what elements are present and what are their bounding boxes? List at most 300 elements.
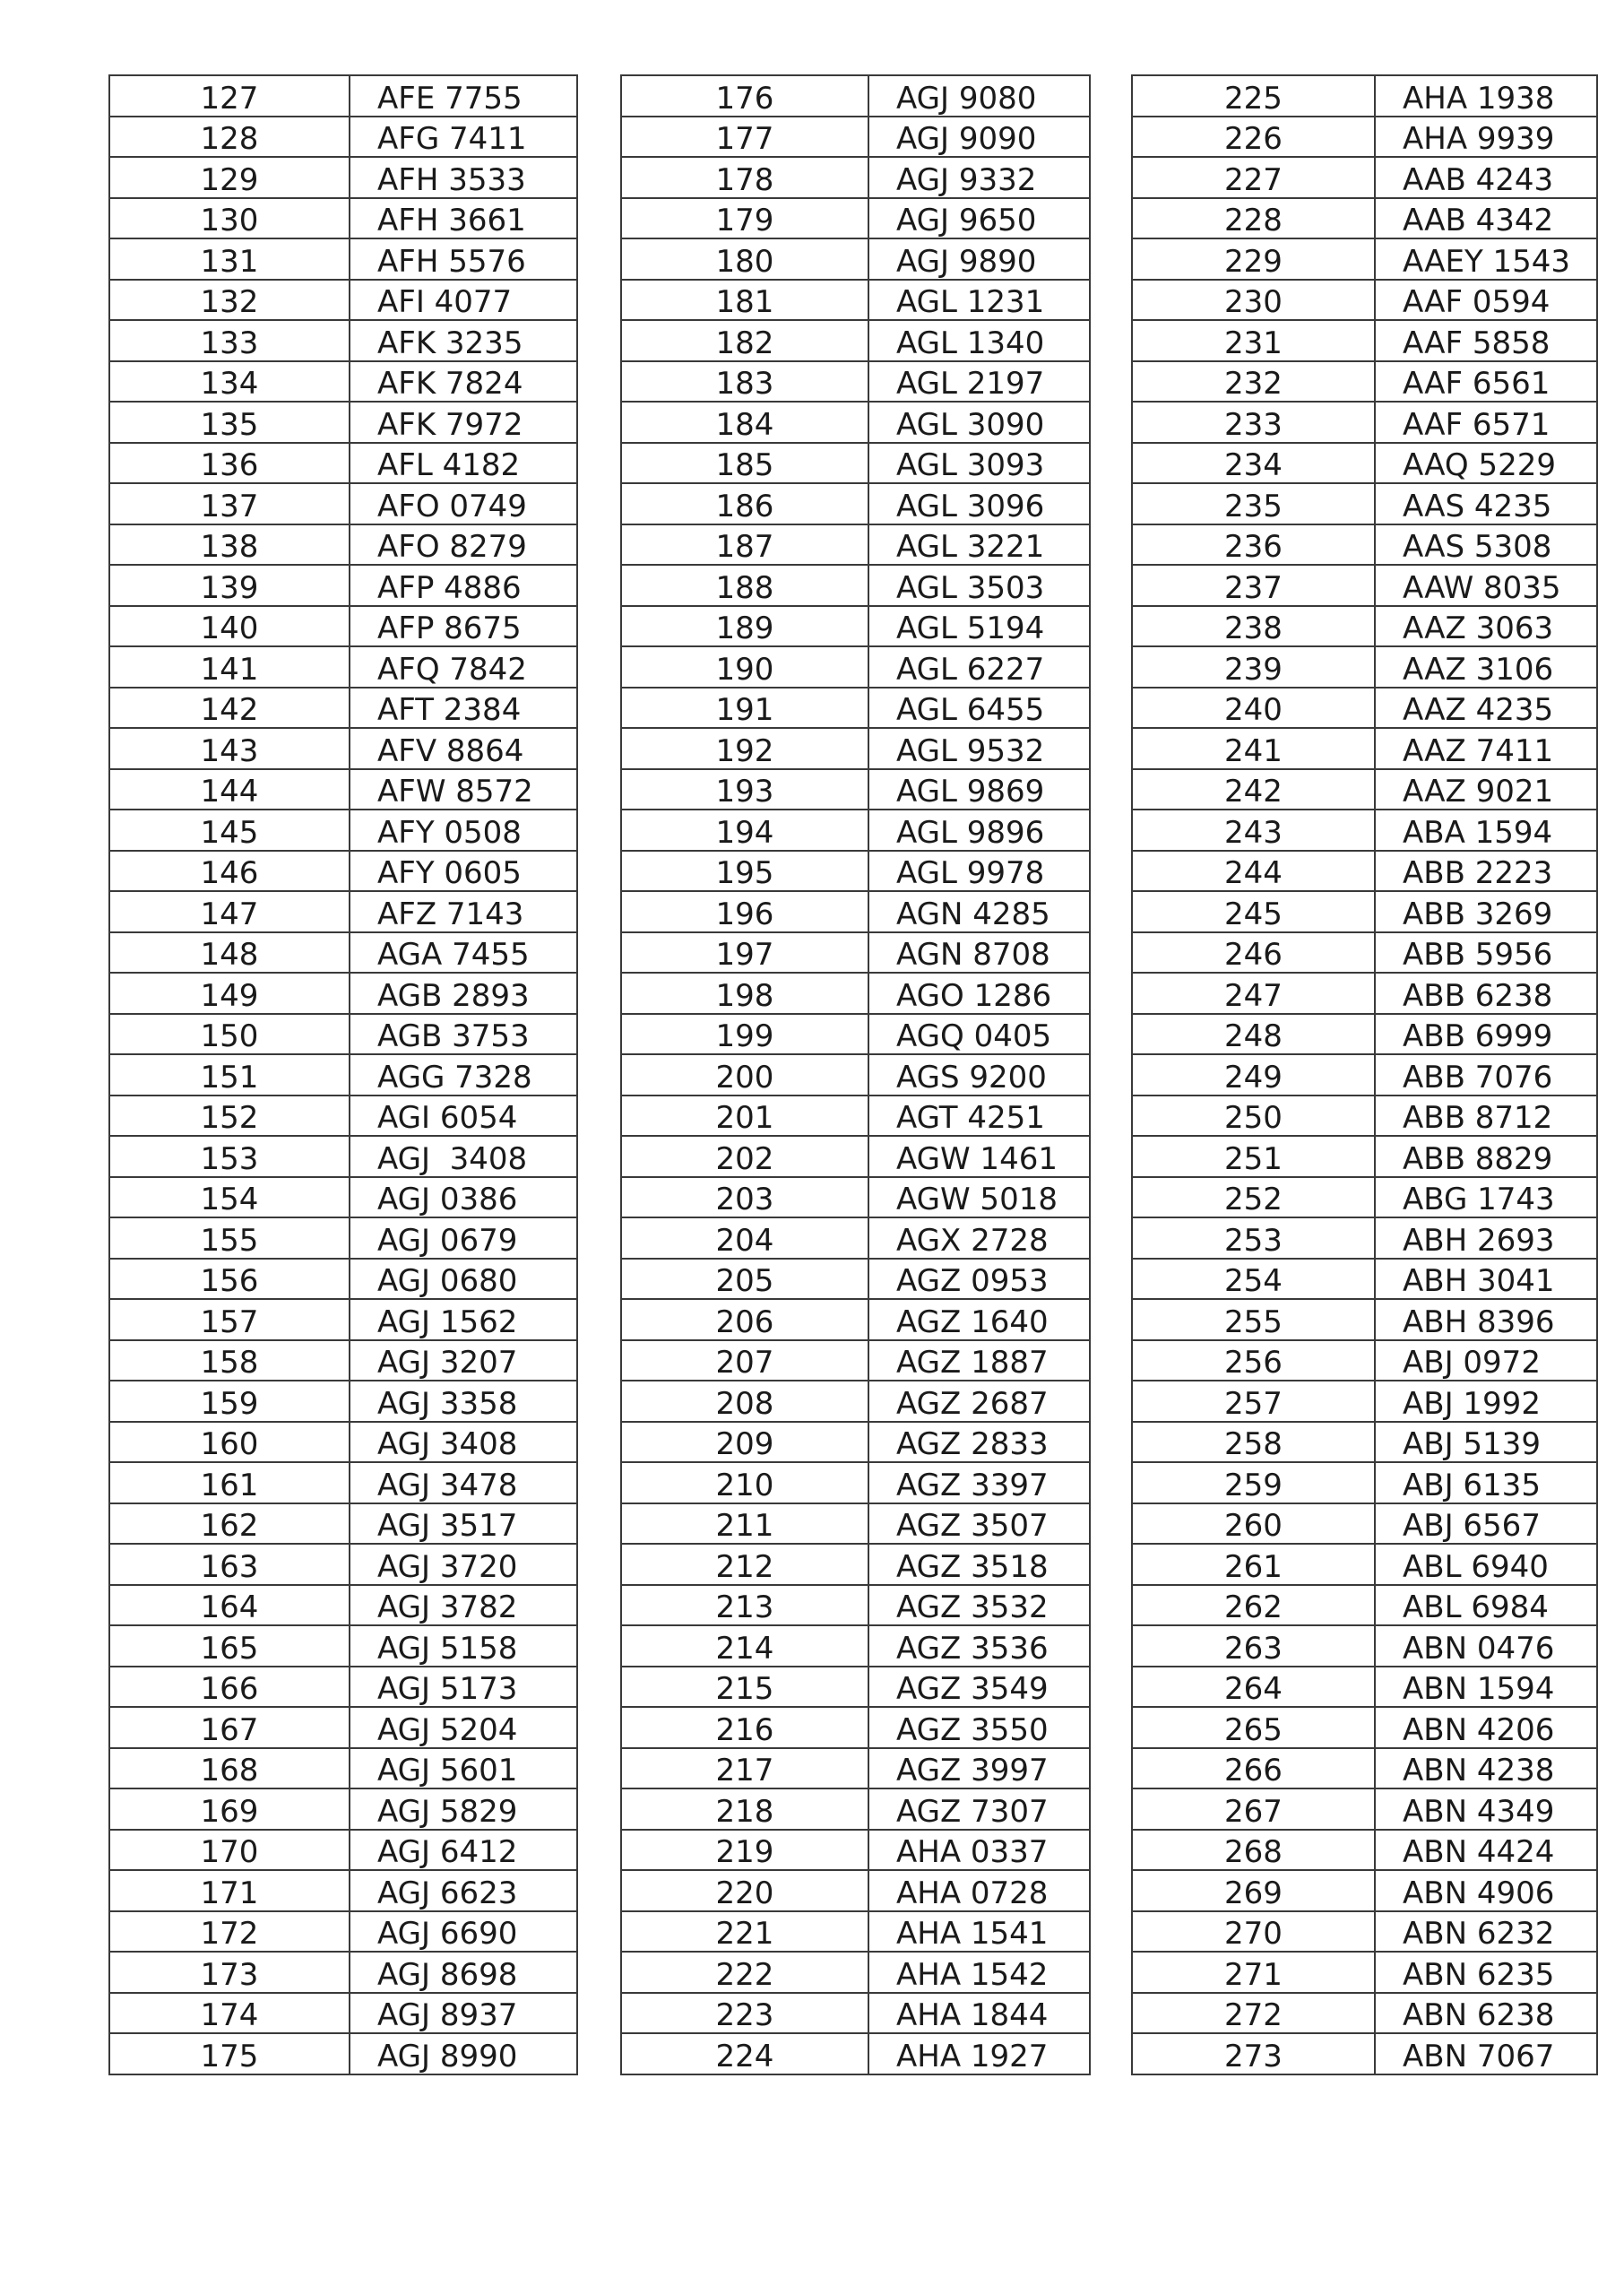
table-row bbox=[1132, 1177, 1597, 1218]
registration-code: AGJ 3720 bbox=[350, 1544, 577, 1585]
registration-code: AGJ 5204 bbox=[350, 1707, 577, 1748]
table-row bbox=[1132, 1585, 1597, 1626]
table-row bbox=[109, 1299, 577, 1340]
row-number: 168 bbox=[109, 1748, 350, 1789]
row-number: 162 bbox=[109, 1503, 350, 1545]
table-row bbox=[621, 891, 1090, 932]
row-number: 158 bbox=[109, 1340, 350, 1381]
table-row bbox=[621, 932, 1090, 974]
row-number: 270 bbox=[1132, 1911, 1375, 1953]
registration-code: AGG 7328 bbox=[350, 1054, 577, 1096]
table-row bbox=[1132, 238, 1597, 280]
row-number: 261 bbox=[1132, 1544, 1375, 1585]
row-number: 222 bbox=[621, 1952, 868, 1993]
table-row bbox=[621, 443, 1090, 484]
row-number: 207 bbox=[621, 1340, 868, 1381]
registration-code: ABJ 0972 bbox=[1375, 1340, 1597, 1381]
row-number: 248 bbox=[1132, 1014, 1375, 1055]
table-row bbox=[109, 280, 577, 321]
registration-code: AGL 2197 bbox=[868, 361, 1090, 403]
row-number: 202 bbox=[621, 1136, 868, 1177]
registration-code: ABN 6238 bbox=[1375, 1993, 1597, 2034]
registration-code: ABN 4206 bbox=[1375, 1707, 1597, 1748]
registration-table-2 bbox=[620, 74, 1091, 2075]
row-number: 239 bbox=[1132, 646, 1375, 688]
row-number: 206 bbox=[621, 1299, 868, 1340]
table-row bbox=[1132, 932, 1597, 974]
row-number: 241 bbox=[1132, 728, 1375, 769]
row-number: 187 bbox=[621, 524, 868, 566]
registration-code: ABB 6238 bbox=[1375, 973, 1597, 1014]
registration-code: AFH 3533 bbox=[350, 157, 577, 198]
table-row bbox=[109, 932, 577, 974]
row-number: 152 bbox=[109, 1096, 350, 1137]
table-row bbox=[621, 1381, 1090, 1422]
row-number: 149 bbox=[109, 973, 350, 1014]
registration-code: AGJ 3408 bbox=[350, 1136, 577, 1177]
row-number: 196 bbox=[621, 891, 868, 932]
row-number: 203 bbox=[621, 1177, 868, 1218]
table-row bbox=[1132, 646, 1597, 688]
table-row bbox=[621, 1870, 1090, 1911]
row-number: 165 bbox=[109, 1625, 350, 1667]
registration-code: AGJ 3358 bbox=[350, 1381, 577, 1422]
table-row bbox=[109, 1585, 577, 1626]
row-number: 195 bbox=[621, 851, 868, 892]
table-row bbox=[1132, 443, 1597, 484]
row-number: 246 bbox=[1132, 932, 1375, 974]
row-number: 150 bbox=[109, 1014, 350, 1055]
registration-code: AGX 2728 bbox=[868, 1217, 1090, 1259]
registration-code: AGZ 3532 bbox=[868, 1585, 1090, 1626]
registration-code: ABJ 1992 bbox=[1375, 1381, 1597, 1422]
table-row bbox=[109, 198, 577, 239]
row-number: 272 bbox=[1132, 1993, 1375, 2034]
registration-code: AAZ 9021 bbox=[1375, 769, 1597, 810]
row-number: 136 bbox=[109, 443, 350, 484]
registration-code: ABB 5956 bbox=[1375, 932, 1597, 974]
registration-code: ABL 6984 bbox=[1375, 1585, 1597, 1626]
registration-code: AAQ 5229 bbox=[1375, 443, 1597, 484]
registration-code: AFE 7755 bbox=[350, 75, 577, 117]
registration-code: AGL 3093 bbox=[868, 443, 1090, 484]
table-row bbox=[1132, 769, 1597, 810]
row-number: 213 bbox=[621, 1585, 868, 1626]
table-row bbox=[109, 565, 577, 606]
row-number: 231 bbox=[1132, 320, 1375, 361]
table-row bbox=[621, 1503, 1090, 1545]
table-row bbox=[621, 1054, 1090, 1096]
table-row bbox=[621, 728, 1090, 769]
table-row bbox=[109, 1748, 577, 1789]
table-row bbox=[1132, 1096, 1597, 1137]
table-row bbox=[621, 606, 1090, 647]
registration-code: AFK 3235 bbox=[350, 320, 577, 361]
table-row bbox=[109, 524, 577, 566]
row-number: 159 bbox=[109, 1381, 350, 1422]
table-row bbox=[1132, 1259, 1597, 1300]
row-number: 139 bbox=[109, 565, 350, 606]
row-number: 135 bbox=[109, 402, 350, 443]
row-number: 177 bbox=[621, 117, 868, 158]
table-row bbox=[1132, 1217, 1597, 1259]
registration-code: AGJ 6623 bbox=[350, 1870, 577, 1911]
table-row bbox=[621, 117, 1090, 158]
row-number: 180 bbox=[621, 238, 868, 280]
row-number: 175 bbox=[109, 2033, 350, 2074]
row-number: 198 bbox=[621, 973, 868, 1014]
table-row bbox=[1132, 1788, 1597, 1830]
row-number: 156 bbox=[109, 1259, 350, 1300]
row-number: 250 bbox=[1132, 1096, 1375, 1137]
row-number: 161 bbox=[109, 1462, 350, 1503]
table-row bbox=[621, 280, 1090, 321]
row-number: 188 bbox=[621, 565, 868, 606]
table-row bbox=[109, 810, 577, 851]
registration-table-1 bbox=[108, 74, 578, 2075]
table-row bbox=[1132, 851, 1597, 892]
row-number: 255 bbox=[1132, 1299, 1375, 1340]
registration-code: AAW 8035 bbox=[1375, 565, 1597, 606]
row-number: 238 bbox=[1132, 606, 1375, 647]
table-row bbox=[621, 688, 1090, 729]
registration-code: AGL 6227 bbox=[868, 646, 1090, 688]
registration-code: AGJ 0386 bbox=[350, 1177, 577, 1218]
table-row bbox=[109, 1422, 577, 1463]
registration-code: AGJ 3408 bbox=[350, 1422, 577, 1463]
registration-code: AGL 3503 bbox=[868, 565, 1090, 606]
registration-code: AGT 4251 bbox=[868, 1096, 1090, 1137]
row-number: 157 bbox=[109, 1299, 350, 1340]
row-number: 221 bbox=[621, 1911, 868, 1953]
table-row bbox=[621, 75, 1090, 117]
row-number: 232 bbox=[1132, 361, 1375, 403]
registration-code: AAS 5308 bbox=[1375, 524, 1597, 566]
registration-code: AFY 0605 bbox=[350, 851, 577, 892]
table-row bbox=[621, 320, 1090, 361]
row-number: 185 bbox=[621, 443, 868, 484]
registration-code: AGZ 1887 bbox=[868, 1340, 1090, 1381]
registration-code: ABJ 6135 bbox=[1375, 1462, 1597, 1503]
registration-code: AAB 4342 bbox=[1375, 198, 1597, 239]
registration-code: AGZ 1640 bbox=[868, 1299, 1090, 1340]
table-row bbox=[109, 1870, 577, 1911]
registration-code: AFG 7411 bbox=[350, 117, 577, 158]
registration-code: ABN 1594 bbox=[1375, 1667, 1597, 1708]
registration-code: AGJ 1562 bbox=[350, 1299, 577, 1340]
registration-code: AHA 0728 bbox=[868, 1870, 1090, 1911]
registration-code: ABN 4906 bbox=[1375, 1870, 1597, 1911]
registration-code: AGJ 8990 bbox=[350, 2033, 577, 2074]
row-number: 249 bbox=[1132, 1054, 1375, 1096]
table-row bbox=[109, 361, 577, 403]
registration-code: AAF 0594 bbox=[1375, 280, 1597, 321]
table-row bbox=[621, 1217, 1090, 1259]
row-number: 225 bbox=[1132, 75, 1375, 117]
row-number: 268 bbox=[1132, 1830, 1375, 1871]
table-row bbox=[621, 973, 1090, 1014]
row-number: 220 bbox=[621, 1870, 868, 1911]
row-number: 179 bbox=[621, 198, 868, 239]
registration-code: AGJ 9080 bbox=[868, 75, 1090, 117]
registration-code: AFZ 7143 bbox=[350, 891, 577, 932]
registration-code: ABN 7067 bbox=[1375, 2033, 1597, 2074]
row-number: 269 bbox=[1132, 1870, 1375, 1911]
table-row bbox=[621, 646, 1090, 688]
registration-code: AFV 8864 bbox=[350, 728, 577, 769]
row-number: 138 bbox=[109, 524, 350, 566]
table-row bbox=[109, 1177, 577, 1218]
registration-code: AGJ 5158 bbox=[350, 1625, 577, 1667]
row-number: 252 bbox=[1132, 1177, 1375, 1218]
table-row bbox=[1132, 483, 1597, 524]
row-number: 130 bbox=[109, 198, 350, 239]
row-number: 194 bbox=[621, 810, 868, 851]
registration-code: AGS 9200 bbox=[868, 1054, 1090, 1096]
row-number: 215 bbox=[621, 1667, 868, 1708]
registration-code: AFP 8675 bbox=[350, 606, 577, 647]
table-row bbox=[109, 1788, 577, 1830]
row-number: 256 bbox=[1132, 1340, 1375, 1381]
row-number: 235 bbox=[1132, 483, 1375, 524]
registration-code: AGQ 0405 bbox=[868, 1014, 1090, 1055]
table-row bbox=[109, 646, 577, 688]
row-number: 182 bbox=[621, 320, 868, 361]
registration-code: AGJ 9332 bbox=[868, 157, 1090, 198]
registration-code: AGZ 3550 bbox=[868, 1707, 1090, 1748]
table-row bbox=[109, 973, 577, 1014]
table-row bbox=[109, 1259, 577, 1300]
table-row bbox=[621, 1299, 1090, 1340]
table-row bbox=[109, 1830, 577, 1871]
registration-code: AGJ 0679 bbox=[350, 1217, 577, 1259]
row-number: 271 bbox=[1132, 1952, 1375, 1993]
row-number: 167 bbox=[109, 1707, 350, 1748]
registration-code: AGA 7455 bbox=[350, 932, 577, 974]
table-row bbox=[1132, 1870, 1597, 1911]
row-number: 133 bbox=[109, 320, 350, 361]
table-row bbox=[109, 1136, 577, 1177]
registration-code: AHA 1541 bbox=[868, 1911, 1090, 1953]
table-row bbox=[621, 483, 1090, 524]
table-row bbox=[109, 1503, 577, 1545]
row-number: 189 bbox=[621, 606, 868, 647]
table-row bbox=[1132, 1054, 1597, 1096]
table-row bbox=[621, 1096, 1090, 1137]
table-row bbox=[1132, 320, 1597, 361]
registration-code: ABN 0476 bbox=[1375, 1625, 1597, 1667]
row-number: 208 bbox=[621, 1381, 868, 1422]
registration-code: AGJ 8937 bbox=[350, 1993, 577, 2034]
table-body bbox=[109, 75, 577, 2074]
registration-code: ABJ 6567 bbox=[1375, 1503, 1597, 1545]
table-row bbox=[109, 1667, 577, 1708]
registration-code: AGL 1340 bbox=[868, 320, 1090, 361]
registration-code: ABB 7076 bbox=[1375, 1054, 1597, 1096]
table-body bbox=[621, 75, 1090, 2074]
registration-code: AGL 3090 bbox=[868, 402, 1090, 443]
table-row bbox=[621, 1340, 1090, 1381]
registration-code: AHA 9939 bbox=[1375, 117, 1597, 158]
registration-code: AGL 9896 bbox=[868, 810, 1090, 851]
registration-code: AGZ 3518 bbox=[868, 1544, 1090, 1585]
table-row bbox=[109, 1911, 577, 1953]
registration-code: AGW 5018 bbox=[868, 1177, 1090, 1218]
table-row bbox=[1132, 198, 1597, 239]
table-row bbox=[109, 443, 577, 484]
row-number: 193 bbox=[621, 769, 868, 810]
registration-table-3 bbox=[1131, 74, 1598, 2075]
table-row bbox=[621, 1707, 1090, 1748]
table-row bbox=[1132, 402, 1597, 443]
registration-code: AAZ 3063 bbox=[1375, 606, 1597, 647]
registration-code: AAB 4243 bbox=[1375, 157, 1597, 198]
table-row bbox=[1132, 2033, 1597, 2074]
row-number: 142 bbox=[109, 688, 350, 729]
table-row bbox=[621, 1544, 1090, 1585]
registration-code: AGZ 2833 bbox=[868, 1422, 1090, 1463]
table-row bbox=[1132, 973, 1597, 1014]
row-number: 223 bbox=[621, 1993, 868, 2034]
row-number: 199 bbox=[621, 1014, 868, 1055]
row-number: 154 bbox=[109, 1177, 350, 1218]
row-number: 243 bbox=[1132, 810, 1375, 851]
registration-code: AGB 2893 bbox=[350, 973, 577, 1014]
table-row bbox=[621, 1462, 1090, 1503]
table-row bbox=[1132, 1952, 1597, 1993]
table-row bbox=[1132, 810, 1597, 851]
registration-code: AAEY 1543 bbox=[1375, 238, 1597, 280]
row-number: 273 bbox=[1132, 2033, 1375, 2074]
registration-code: AGZ 3507 bbox=[868, 1503, 1090, 1545]
table-row bbox=[109, 1544, 577, 1585]
row-number: 204 bbox=[621, 1217, 868, 1259]
registration-code: AGL 1231 bbox=[868, 280, 1090, 321]
table-row bbox=[621, 1911, 1090, 1953]
row-number: 170 bbox=[109, 1830, 350, 1871]
table-row bbox=[1132, 1707, 1597, 1748]
row-number: 129 bbox=[109, 157, 350, 198]
registration-code: AGL 9532 bbox=[868, 728, 1090, 769]
registration-code: AGZ 3997 bbox=[868, 1748, 1090, 1789]
registration-code: AFH 5576 bbox=[350, 238, 577, 280]
row-number: 205 bbox=[621, 1259, 868, 1300]
registration-code: AGJ 3478 bbox=[350, 1462, 577, 1503]
row-number: 197 bbox=[621, 932, 868, 974]
table-row bbox=[109, 1340, 577, 1381]
registration-code: AGL 3096 bbox=[868, 483, 1090, 524]
registration-code: AAZ 4235 bbox=[1375, 688, 1597, 729]
table-row bbox=[1132, 1299, 1597, 1340]
registration-code: ABN 6235 bbox=[1375, 1952, 1597, 1993]
table-row bbox=[109, 1014, 577, 1055]
registration-code: AGZ 7307 bbox=[868, 1788, 1090, 1830]
row-number: 131 bbox=[109, 238, 350, 280]
row-number: 153 bbox=[109, 1136, 350, 1177]
table-row bbox=[109, 1952, 577, 1993]
table-row bbox=[1132, 1014, 1597, 1055]
row-number: 148 bbox=[109, 932, 350, 974]
registration-code: AFO 8279 bbox=[350, 524, 577, 566]
row-number: 230 bbox=[1132, 280, 1375, 321]
registration-code: ABB 2223 bbox=[1375, 851, 1597, 892]
table-row bbox=[1132, 1136, 1597, 1177]
row-number: 183 bbox=[621, 361, 868, 403]
registration-code: AGJ 8698 bbox=[350, 1952, 577, 1993]
registration-code: AGZ 2687 bbox=[868, 1381, 1090, 1422]
table-row bbox=[109, 320, 577, 361]
row-number: 257 bbox=[1132, 1381, 1375, 1422]
registration-code: AHA 1938 bbox=[1375, 75, 1597, 117]
row-number: 267 bbox=[1132, 1788, 1375, 1830]
registration-code: AGJ 5601 bbox=[350, 1748, 577, 1789]
registration-code: AHA 1844 bbox=[868, 1993, 1090, 2034]
row-number: 137 bbox=[109, 483, 350, 524]
row-number: 218 bbox=[621, 1788, 868, 1830]
registration-code: AFY 0508 bbox=[350, 810, 577, 851]
registration-code: AGL 5194 bbox=[868, 606, 1090, 647]
registration-code: AAF 6561 bbox=[1375, 361, 1597, 403]
row-number: 214 bbox=[621, 1625, 868, 1667]
table-row bbox=[1132, 1462, 1597, 1503]
registration-code: AGJ 6690 bbox=[350, 1911, 577, 1953]
registration-code: AGI 6054 bbox=[350, 1096, 577, 1137]
row-number: 211 bbox=[621, 1503, 868, 1545]
table-row bbox=[109, 769, 577, 810]
table-row bbox=[1132, 280, 1597, 321]
registration-code: AGJ 3517 bbox=[350, 1503, 577, 1545]
row-number: 141 bbox=[109, 646, 350, 688]
row-number: 128 bbox=[109, 117, 350, 158]
registration-code: ABH 8396 bbox=[1375, 1299, 1597, 1340]
row-number: 258 bbox=[1132, 1422, 1375, 1463]
table-row bbox=[109, 606, 577, 647]
row-number: 191 bbox=[621, 688, 868, 729]
row-number: 145 bbox=[109, 810, 350, 851]
table-row bbox=[109, 1462, 577, 1503]
row-number: 263 bbox=[1132, 1625, 1375, 1667]
table-row bbox=[109, 75, 577, 117]
table-row bbox=[621, 1625, 1090, 1667]
registration-code: AFW 8572 bbox=[350, 769, 577, 810]
row-number: 226 bbox=[1132, 117, 1375, 158]
table-row bbox=[109, 1217, 577, 1259]
registration-code: AGZ 3536 bbox=[868, 1625, 1090, 1667]
table-row bbox=[109, 1993, 577, 2034]
registration-code: ABB 3269 bbox=[1375, 891, 1597, 932]
table-row bbox=[621, 851, 1090, 892]
table-row bbox=[109, 238, 577, 280]
registration-code: ABL 6940 bbox=[1375, 1544, 1597, 1585]
registration-code: AGL 6455 bbox=[868, 688, 1090, 729]
row-number: 181 bbox=[621, 280, 868, 321]
registration-code: AGJ 9090 bbox=[868, 117, 1090, 158]
table-row bbox=[621, 1585, 1090, 1626]
table-row bbox=[109, 688, 577, 729]
table-body bbox=[1132, 75, 1597, 2074]
row-number: 254 bbox=[1132, 1259, 1375, 1300]
table-row bbox=[621, 524, 1090, 566]
registration-code: AHA 1927 bbox=[868, 2033, 1090, 2074]
registration-code: AGL 3221 bbox=[868, 524, 1090, 566]
registration-code: AGJ 5173 bbox=[350, 1667, 577, 1708]
table-row bbox=[621, 238, 1090, 280]
registration-code: AAZ 7411 bbox=[1375, 728, 1597, 769]
row-number: 259 bbox=[1132, 1462, 1375, 1503]
table-row bbox=[1132, 117, 1597, 158]
row-number: 251 bbox=[1132, 1136, 1375, 1177]
registration-code: AGJ 3782 bbox=[350, 1585, 577, 1626]
